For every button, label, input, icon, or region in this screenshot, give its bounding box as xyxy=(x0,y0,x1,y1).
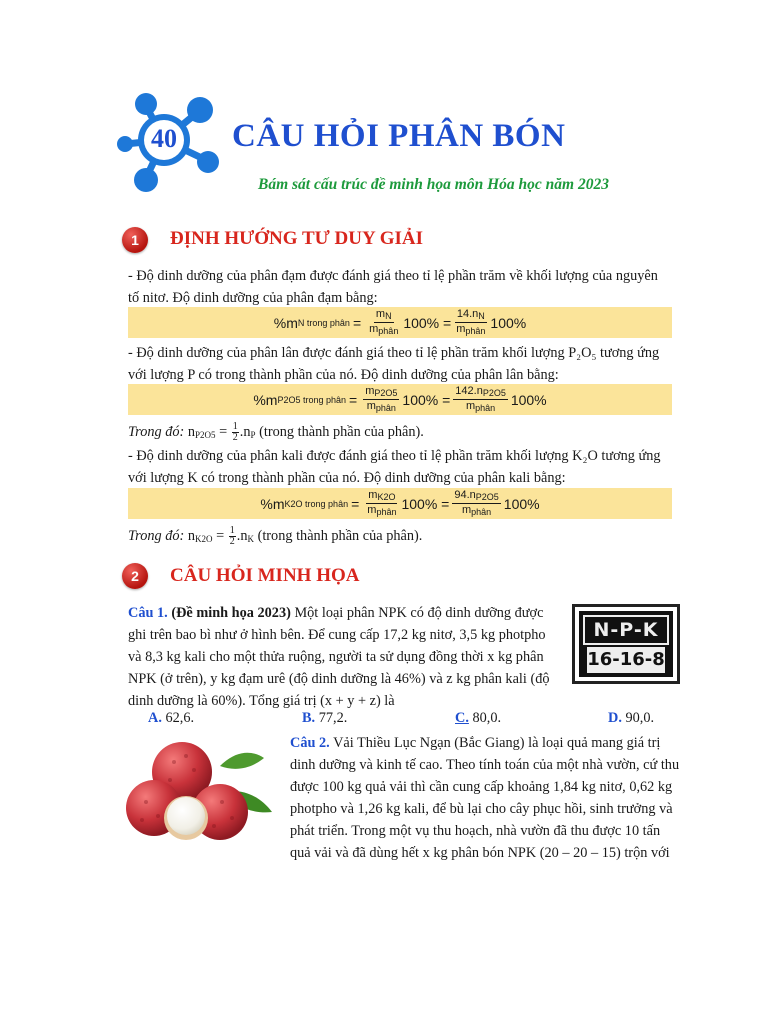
paragraph-line: tố nitơ. Độ dinh dưỡng của phân đạm bằng: xyxy=(128,290,378,306)
formula-lhs-sub: N trong phân xyxy=(297,317,350,328)
question-2-line: photpho và 1,26 kg kali, để bù lại cho cây phục hồi, sinh trưởng và xyxy=(290,801,673,817)
section-2-badge: 2 xyxy=(122,563,148,589)
paragraph-line: - Độ dinh dưỡng của phân lân được đánh giá theo tỉ lệ phần trăm khối lượng P₂O₅ tương ứng xyxy=(128,345,660,361)
formula-lhs: %m xyxy=(273,314,298,331)
section-2-title: CÂU HỎI MINH HỌA xyxy=(170,565,360,586)
question-1-line: Câu 1. (Đề minh họa 2023) Một loại phân NPK có độ dinh dưỡng được xyxy=(128,605,544,621)
paragraph-line: với lượng P có trong thành phần của nó. Độ dinh dưỡng của phân lân bằng: xyxy=(128,367,559,383)
note-phosphorus: Trong đó: $n_{P2O5}$ = $\frac{1}{2}$ $.n_P$ (trong thành phần của phân). xyxy=(128,421,424,444)
question-1-line: dinh dưỡng là 60%). Tổng giá trị (x + y + z) là xyxy=(128,693,395,709)
page-subtitle: Bám sát cấu trúc đề minh họa môn Hóa học năm 2023 xyxy=(258,176,609,193)
formula-potassium: %m K2O trong phân = $\frac{m_{K2O}}{m_{phân}}$ 100% = $\frac{94.n_{P2O5}}{m_{phân}}$ 100% xyxy=(128,488,672,519)
npk-label-image xyxy=(572,604,680,684)
question-2-line: quả vải và đã dùng hết x kg phân bón NPK (20 – 20 – 15) trộn với xyxy=(290,845,670,861)
paragraph-line: với lượng K có trong thành phần của nó. Độ dinh dưỡng của phân kali bằng: xyxy=(128,470,566,486)
option-b: B. 77,2. xyxy=(302,710,348,726)
section-1-title: ĐỊNH HƯỚNG TƯ DUY GIẢI xyxy=(170,228,423,249)
question-1-line: và 8,3 kg kali cho một thửa ruộng, người ta sử dụng đồng thời x kg phân xyxy=(128,649,544,665)
option-c: C. 80,0. xyxy=(455,710,502,726)
question-1-line: ghi trên bao bì như ở hình bên. Để cung cấp 17,2 kg nitơ, 3,5 kg photpho xyxy=(128,627,546,643)
question-2-line: phát triển. Trong một vụ thu hoạch, nhà vườn đã thu được 10 tấn xyxy=(290,823,661,839)
logo-number: 40 xyxy=(151,124,177,153)
note-potassium: Trong đó: $n_{K2O}$ = $\frac{1}{2}$ $.n_K$ (trong thành phần của phân). xyxy=(128,525,423,548)
formula-phosphorus: %m P2O5 trong phân = $\frac{m_{P2O5}}{m_{phân}}$ 100% = $\frac{142.n_{P2O5}}{m_{phân}}$ 100% xyxy=(128,384,672,415)
npk-label-bottom: 16-16-8 xyxy=(587,647,665,673)
paragraph-line: - Độ dinh dưỡng của phân đạm được đánh giá theo tỉ lệ phần trăm về khối lượng của nguyên xyxy=(128,268,658,284)
question-2-line: dinh dưỡng và kinh tế cao. Theo tính toán của một nhà vườn, cứ thu xyxy=(290,757,680,773)
formula-nitrogen: %m N trong phân = $\frac{m_N}{m_{phân}}$ 100% = $\frac{14.n_N}{m_{phân}}$ 100% xyxy=(128,307,672,338)
question-2-line: Câu 2. Vải Thiều Lục Ngạn (Bắc Giang) là loại quả mang giá trị xyxy=(290,735,661,751)
section-1-badge: 1 xyxy=(122,227,148,253)
formula-tail: 100% xyxy=(490,314,527,331)
npk-label-top: N-P-K xyxy=(583,615,669,645)
question-1-line: NPK (ở trên), y kg đạm urê (độ dinh dưỡng là 46%) và z kg phân kali (độ xyxy=(128,671,550,687)
lychee-image xyxy=(124,732,280,850)
page-title: CÂU HỎI PHÂN BÓN xyxy=(232,118,566,154)
option-d: D. 90,0. xyxy=(608,710,655,726)
option-a: A. 62,6. xyxy=(148,710,195,726)
question-2-line: được 100 kg quả vải thì cần cung cấp khoảng 1,84 kg nitơ, 0,62 kg xyxy=(290,779,673,795)
paragraph-line: - Độ dinh dưỡng của phân kali được đánh giá theo tỉ lệ phần trăm khối lượng K₂O tương ứng xyxy=(128,448,661,464)
formula-mid: 100% = xyxy=(403,314,452,331)
